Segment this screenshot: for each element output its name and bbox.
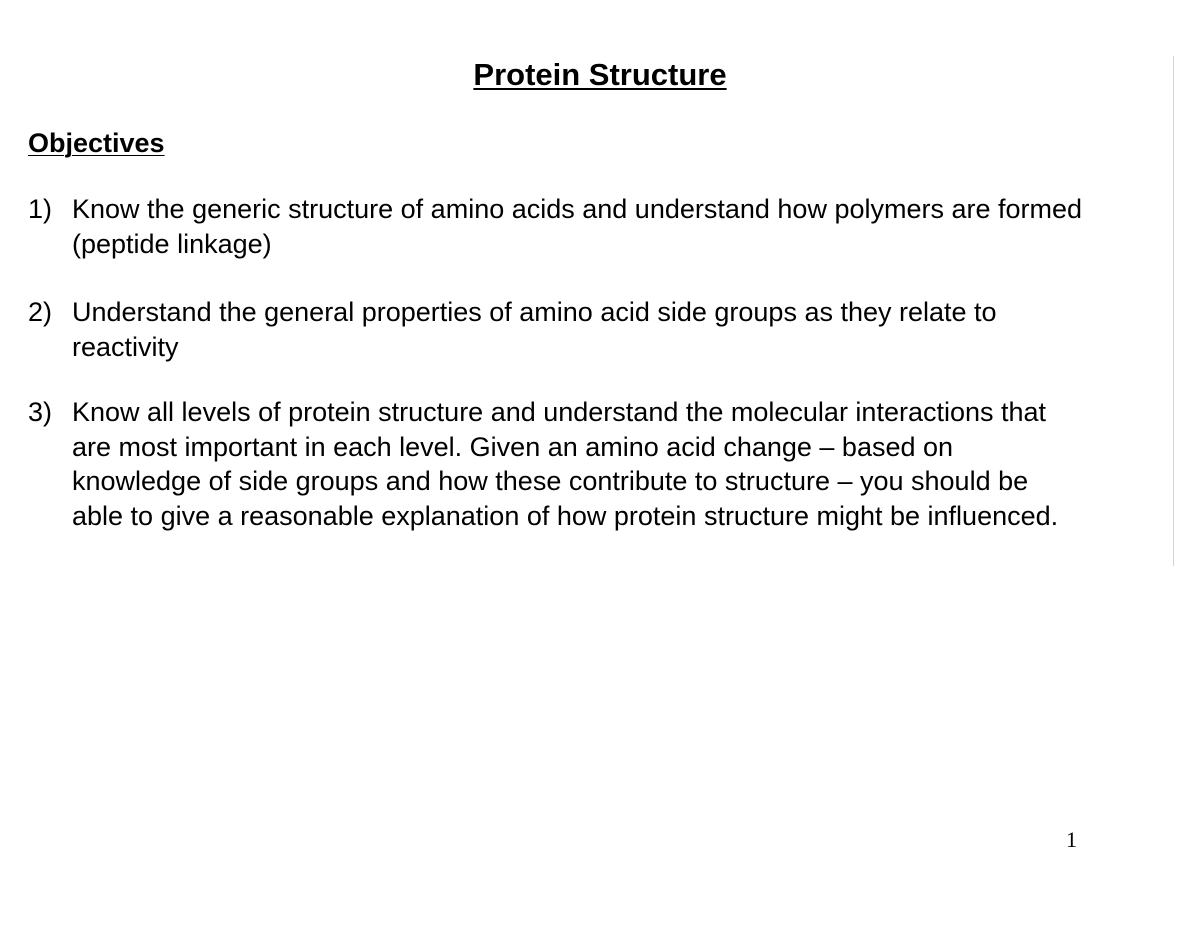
page-number: 1 bbox=[1066, 827, 1077, 852]
objective-text: Understand the general properties of amino acid side groups as they relate to reactivity bbox=[72, 297, 997, 362]
objective-text: Know all levels of protein structure and understand the molecular interactions that are most important in each level. Given an amino acid change – based on knowledge of side groups and how these contribute to structure – you should be able to give a reasonable explanation of how protein structure might be influenced. bbox=[72, 397, 1059, 531]
objective-number: 2) bbox=[28, 297, 53, 327]
objective-item-3 bbox=[28, 395, 1188, 533]
objective-number: 1) bbox=[28, 194, 53, 224]
objective-text: Know the generic structure of amino acids and understand how polymers are formed (peptide linkage) bbox=[72, 194, 1083, 259]
page-title: Protein Structure bbox=[473, 57, 727, 92]
objective-item-1 bbox=[28, 192, 1188, 261]
objective-number: 3) bbox=[28, 397, 53, 427]
objectives-heading: Objectives bbox=[28, 128, 165, 158]
objective-item-2 bbox=[28, 295, 1188, 364]
